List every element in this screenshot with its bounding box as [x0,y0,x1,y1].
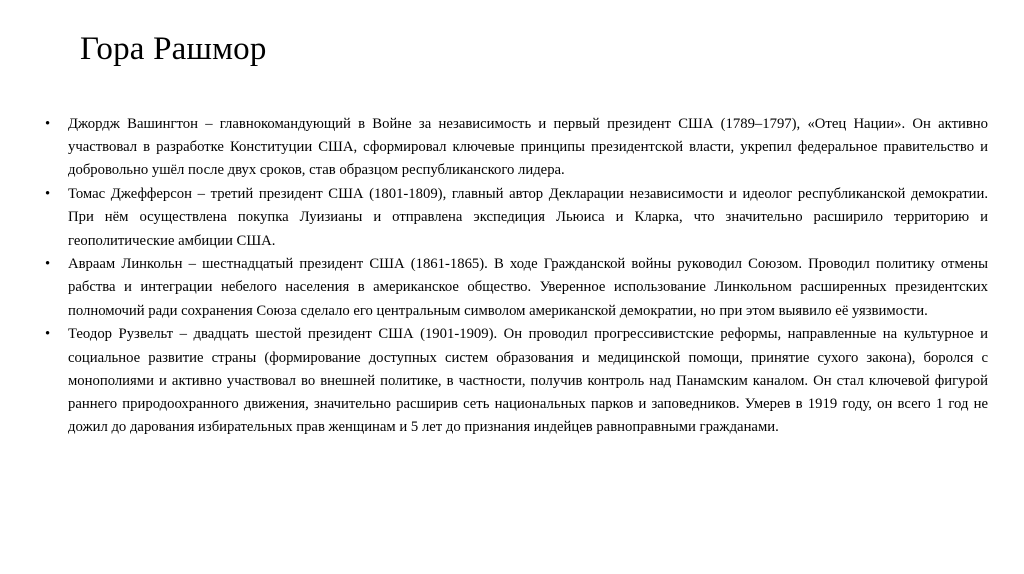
bullet-list [40,113,988,439]
bullet-marker-icon: • [45,116,51,132]
list-item [40,183,988,253]
page-title: Гора Рашмор [80,31,267,67]
list-item [40,323,988,439]
bullet-marker-icon: • [45,186,51,203]
list-item [40,113,988,183]
bullet-text-roosevelt: Теодор Рузвельт – двадцать шестой президент США (1901-1909). Он проводил прогрессивистские реформы, направленные на культурное и социальное развитие страны (формирование доступных систем образования и медицинской помощи, принятие сухого закона), боролся с монополиями и активно участвовал во внешней политике, в частности, получив контроль над Панамским каналом. Он стал ключевой фигурой раннего природоохранного движения, значительно расширив сеть национальных парков и заповедников. Умерев в 1919 году, он всего 1 год не дожил до дарования избирательных прав женщинам и 5 лет до признания индейцев равноправными гражданами. [68,326,988,436]
bullet-text-washington: Джордж Вашингтон – главнокомандующий в Войне за независимость и первый президент США (1789–1797), «Отец Нации». Он активно участвовал в разработке Конституции США, сформировал ключевые принципы президентской власти, укрепил федеральное правительство и добровольно ушёл после двух сроков, став образцом республиканского лидера. [68,116,988,179]
slide-body [40,113,988,440]
list-item [40,253,988,323]
bullet-marker-icon: • [45,256,51,273]
bullet-text-lincoln: Авраам Линкольн – шестнадцатый президент США (1861-1865). В ходе Гражданской войны руководил Союзом. Проводил политику отмены рабства и интеграции небелого населения в американское общество. Уверенное использование Линкольном расширенных президентских полномочий ради сохранения Союза сделало его центральным символом американской демократии, но при этом выявило её уязвимости. [68,256,988,319]
bullet-text-jefferson: Томас Джефферсон – третий президент США (1801-1809), главный автор Декларации независимости и идеолог республиканской демократии. При нём осуществлена покупка Луизианы и отправлена экспедиция Льюиса и Кларка, что значительно расширило территорию и геополитические амбиции США. [68,186,988,249]
bullet-marker-icon: • [45,326,51,343]
